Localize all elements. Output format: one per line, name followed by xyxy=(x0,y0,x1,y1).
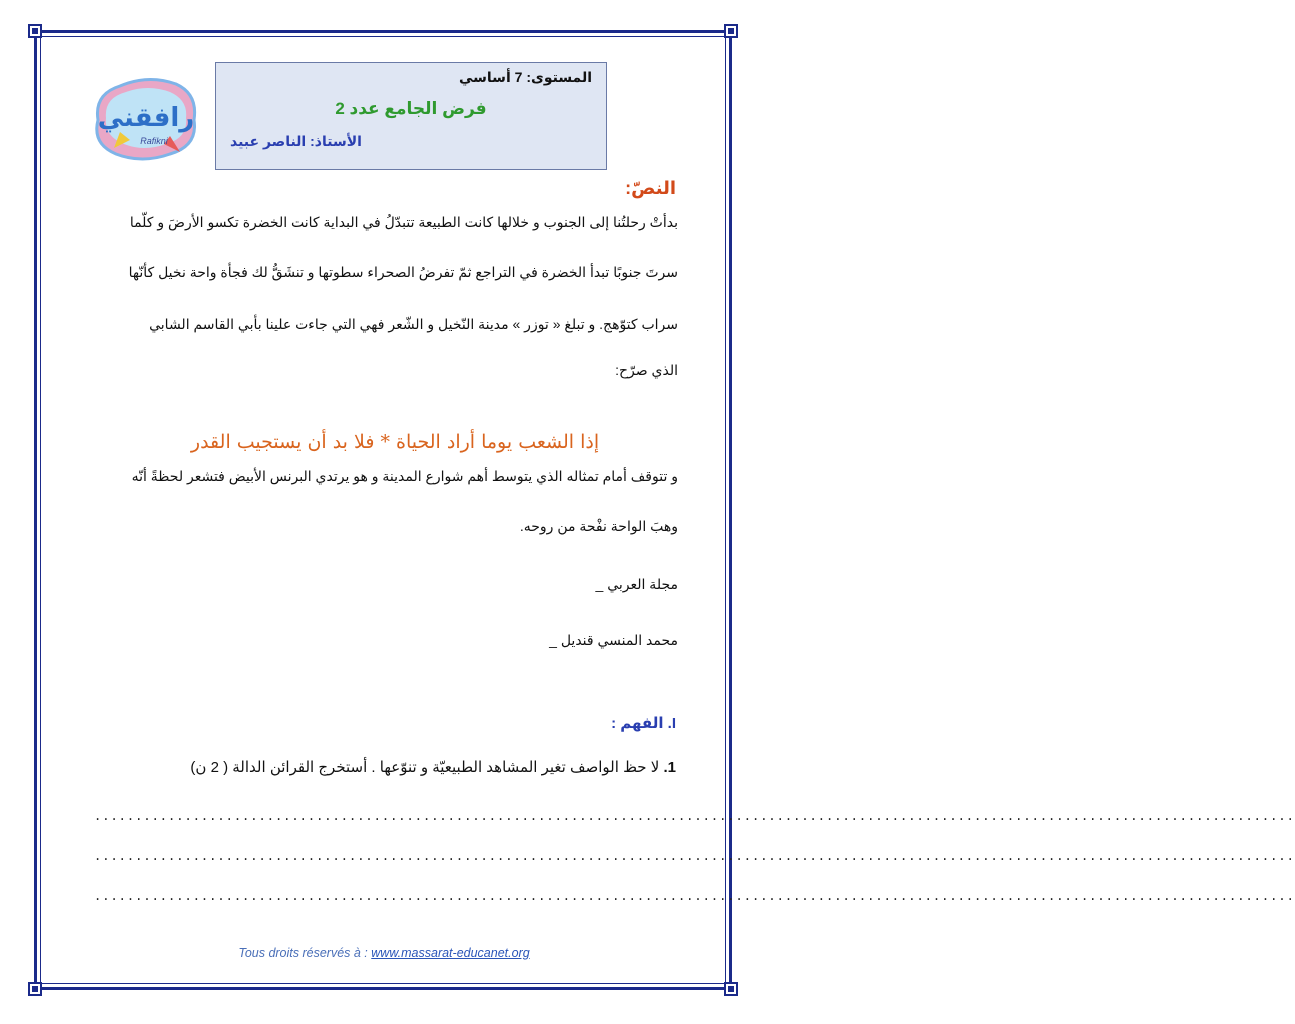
frame-corner-top-left xyxy=(28,24,42,38)
answer-line-2[interactable]: .................................................................................................................................................. xyxy=(94,849,1295,863)
text-line-4: الذي صرّح: xyxy=(615,362,678,378)
question-1-number: 1. xyxy=(663,759,676,776)
poem-verse xyxy=(190,424,600,458)
copyright-prefix: Tous droits réservés à : xyxy=(238,946,372,960)
question-1-points: ( 2 ن) xyxy=(190,759,229,776)
svg-text:Rafikni: Rafikni xyxy=(140,136,168,146)
svg-text:إذا الشعب يوما أراد الحياة * ف: إذا الشعب يوما أراد الحياة * فلا بد أن يستجيب القدر xyxy=(190,431,600,453)
text-author: محمد المنسي قنديل _ xyxy=(549,632,678,648)
level-label: المستوى: 7 أساسي xyxy=(458,69,592,85)
text-source: مجلة العربي _ xyxy=(595,576,678,592)
footer-link[interactable]: www.massarat-educanet.org xyxy=(371,946,530,960)
answer-line-3[interactable]: .................................................................................................................................................. xyxy=(94,889,1295,903)
copyright-footer xyxy=(0,946,768,960)
frame-corner-top-right xyxy=(724,24,738,38)
text-after-line-2: وهبَ الواحة نفْحة من روحه. xyxy=(519,518,678,534)
text-after-line-1: و تتوقف أمام تمثاله الذي يتوسط أهم شوارع المدينة و هو يرتدي البرنس الأبيض فتشعر لحظةً أنّه xyxy=(131,468,678,484)
svg-text:رافقني: رافقني xyxy=(97,102,195,132)
teacher-name: الأستاذ: الناصر عبيد xyxy=(230,133,362,149)
question-1 xyxy=(190,758,676,776)
text-section-title: النصّ: xyxy=(625,178,676,198)
text-line-1: بدأتْ رحلتُنا إلى الجنوب و خلالها كانت الطبيعة تتبدّلُ في البداية كانت الخضرة تكسو الأرضَ و كلّما xyxy=(129,214,678,230)
exam-title: فرض الجامع عدد 2 xyxy=(335,99,487,118)
frame-corner-bottom-right xyxy=(724,982,738,996)
frame-corner-bottom-left xyxy=(28,982,42,996)
text-line-3: سراب كتوّهج. و تبلغ « توزر » مدينة النّخيل و الشّعر فهي التي جاءت علينا بأبي القاسم الشابي xyxy=(149,316,678,332)
answer-line-1[interactable]: .................................................................................................................................................. xyxy=(94,809,1295,823)
comprehension-heading: I. الفهم : xyxy=(611,715,676,732)
text-line-2: سرتَ جنوبًا تبدأ الخضرة في التراجع ثمّ تفرضُ الصحراء سطوتها و تنشَقُّ لك فجأة واحة نخيل كأنّها xyxy=(128,264,678,280)
page-frame-inner xyxy=(40,36,1295,984)
rafikni-logo xyxy=(90,72,200,162)
exam-header xyxy=(215,62,607,170)
question-1-text: لا حظ الواصف تغير المشاهد الطبيعيّة و تنوّعها . أستخرج القرائن الدالة xyxy=(232,759,660,776)
